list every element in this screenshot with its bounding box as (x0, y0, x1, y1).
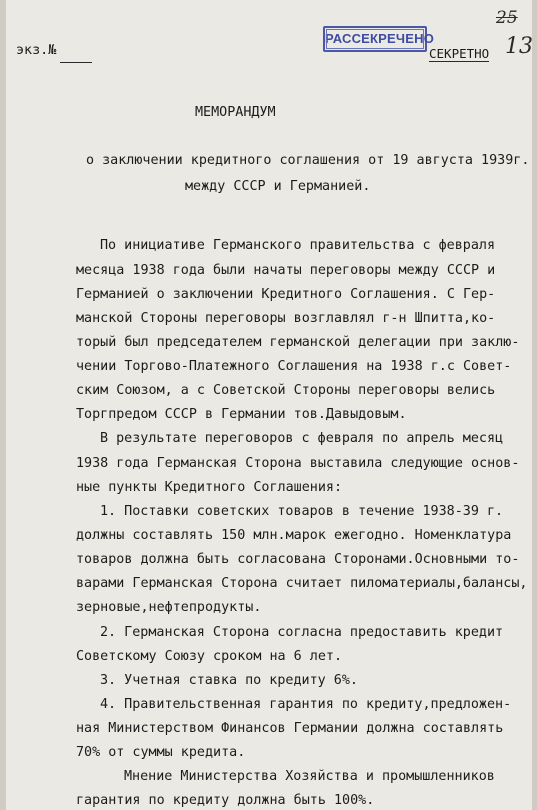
declassified-stamp: РАССЕКРЕЧЕНО (323, 26, 427, 52)
classification-label: СЕКРЕТНО (429, 46, 490, 61)
body-line: 3. Учетная ставка по кредиту 6%. (100, 673, 358, 688)
body-line: ная Министерством Финансов Германии должна составлять (76, 721, 504, 736)
body-line: Советскому Союзу сроком на 6 лет. (76, 649, 343, 664)
handwritten-page-number: 13 (505, 34, 533, 59)
body-line: 4. Правительственная гарантия по кредиту,предложен- (100, 697, 512, 712)
body-line: Мнение Министерства Хозяйства и промышленников (124, 769, 495, 784)
subtitle-line-1: о заключении кредитного соглашения от 19 августа 1939г. (86, 153, 530, 168)
body-line: товаров должна быть согласована Сторонами.Основными то- (76, 552, 520, 567)
body-line: манской Стороны переговоры возглавлял г-н Шпитта,ко- (76, 311, 496, 326)
document-title: МЕМОРАНДУМ (195, 105, 276, 120)
body-line: По инициативе Германского правительства с февраля (100, 238, 496, 253)
copy-number-label: экз.№ (16, 43, 57, 58)
body-line: Торгпредом СССР в Германии тов.Давыдовым. (76, 407, 407, 422)
body-line: зерновые,нефтепродукты. (76, 600, 262, 615)
body-line: В результате переговоров с февраля по апрель месяц (100, 431, 504, 446)
body-line: 1. Поставки советских товаров в течение 1938-39 г. (100, 504, 504, 519)
handwritten-old-page-number: 25 (496, 8, 518, 28)
subtitle-line-2: между СССР и Германией. (185, 179, 371, 194)
body-line: 2. Германская Сторона согласна предоставить кредит (100, 625, 504, 640)
body-line: гарантия по кредиту должна быть 100%. (76, 793, 375, 808)
body-line: должны составлять 150 млн.марок ежегодно. Номенклатура (76, 528, 512, 543)
page-right-edge (532, 0, 537, 810)
body-line: месяца 1938 года были начаты переговоры между СССР и (76, 263, 496, 278)
body-line: ским Союзом, а с Советской Стороны переговоры велись (76, 383, 496, 398)
body-line: Германией о заключении Кредитного Соглашения. С Гер- (76, 287, 496, 302)
body-line: варами Германская Сторона считает пиломатериалы,балансы, (76, 576, 528, 591)
body-line: ные пункты Кредитного Соглашения: (76, 480, 343, 495)
copy-number-blank (60, 62, 92, 63)
body-line: 1938 года Германская Сторона выставила следующие основ- (76, 456, 520, 471)
body-line: 70% от суммы кредита. (76, 745, 246, 760)
body-line: чении Торгово-Платежного Соглашения на 1938 г.с Совет- (76, 359, 512, 374)
page-left-edge (0, 0, 6, 810)
body-line: торый был председателем германской делегации при заклю- (76, 335, 520, 350)
